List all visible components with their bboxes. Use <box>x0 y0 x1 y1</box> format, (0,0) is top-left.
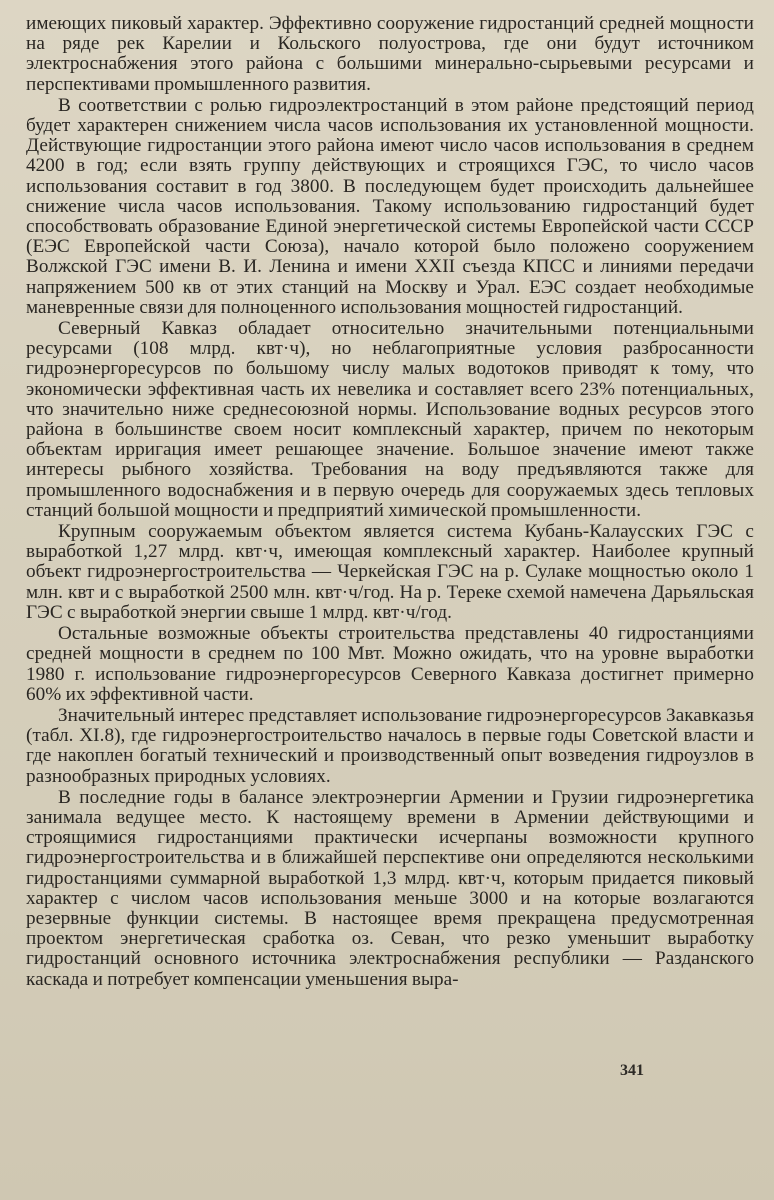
paragraph-6: Значительный интерес представляет использование гидроэнергоресурсов Закавказья (табл. XI.8), где гидроэнергостроительство началось в первые годы Советской власти и где накоплен богатый технический и производственный опыт возведения гидроузлов в разнообразных природных условиях. <box>26 704 754 787</box>
paragraph-5: Остальные возможные объекты строительства представлены 40 гидростанциями средней мощности в среднем по 100 Мвт. Можно ожидать, что на уровне выработки 1980 г. использование гидроэнергоресурсов Северного Кавказа достигнет примерно 60% их эффективной части. <box>26 623 754 705</box>
page-number: 341 <box>620 1062 644 1079</box>
paragraph-7: В последние годы в балансе электроэнергии Армении и Грузии гидроэнергетика занимала ведущее место. К настоящему времени в Армении действующими и строящимися гидростанциями практически исчерпаны возможности крупного гидроэнергостроительства и в ближайшей перспективе они определяются несколькими гидростанциями суммарной выработкой 1,3 млрд. квт·ч, которым придается пиковый характер с числом часов использования меньше 3000 и на которые возлагаются резервные функции системы. В настоящее время прекращена предусмотренная проектом энергетическая сработка оз. Севан, что резко уменьшит выработку гидростанций основного источника электроснабжения республики — Разданского каскада и потребует компенсации уменьшения выра- <box>26 786 754 990</box>
paragraph-1: имеющих пиковый характер. Эффективно сооружение гидростанций средней мощности на ряде рек Карелии и Кольского полуострова, где они будут источником электроснабжения этого района с большими минерально-сырьевыми ресурсами и перспективами промышленного развития. <box>26 13 754 95</box>
page-body <box>26 14 754 991</box>
paragraph-2: В соответствии с ролью гидроэлектростанций в этом районе предстоящий период будет характерен снижением числа часов использования их установленной мощности. Действующие гидростанции этого района имеют число часов использования в среднем 4200 в год; если взять группу действующих и строящихся ГЭС, то число часов использования составит в год 3800. В последующем будет происходить дальнейшее снижение числа часов использования. Такому использованию гидростанций будет способствовать образование Единой энергетической системы Европейской части СССР (ЕЭС Европейской части Союза), начало которой было положено сооружением Волжской ГЭС имени В. И. Ленина и имени XXII съезда КПСС и линиями передачи напряжением 500 кв от этих станций на Москву и Урал. ЕЭС создает необходимые маневренные связи для полноценного использования мощностей гидростанций. <box>26 94 754 318</box>
paragraph-3: Северный Кавказ обладает относительно значительными потенциальными ресурсами (108 млрд. квт·ч), но неблагоприятные условия разбросанности гидроэнергоресурсов по большому числу малых водотоков приводят к тому, что экономически эффективная часть их невелика и составляет всего 23% потенциальных, что значительно ниже среднесоюзной нормы. Использование водных ресурсов этого района в большинстве своем носит комплексный характер, причем по некоторым объектам ирригация имеет решающее значение. Большое значение имеют также интересы рыбного хозяйства. Требования на воду предъявляются также для промышленного водоснабжения и в первую очередь для сооружаемых здесь тепловых станций большой мощности и предприятий химической промышленности. <box>26 318 754 521</box>
paragraph-4: Крупным сооружаемым объектом является система Кубань-Калаусских ГЭС с выработкой 1,27 млрд. квт·ч, имеющая комплексный характер. Наиболее крупный объект гидроэнергостроительства — Черкейская ГЭС на р. Сулаке мощностью около 1 млн. квт и с выработкой 2500 млн. квт·ч/год. На р. Тереке схемой намечена Дарьяльская ГЭС с выработкой энергии свыше 1 млрд. квт·ч/год. <box>26 521 754 623</box>
